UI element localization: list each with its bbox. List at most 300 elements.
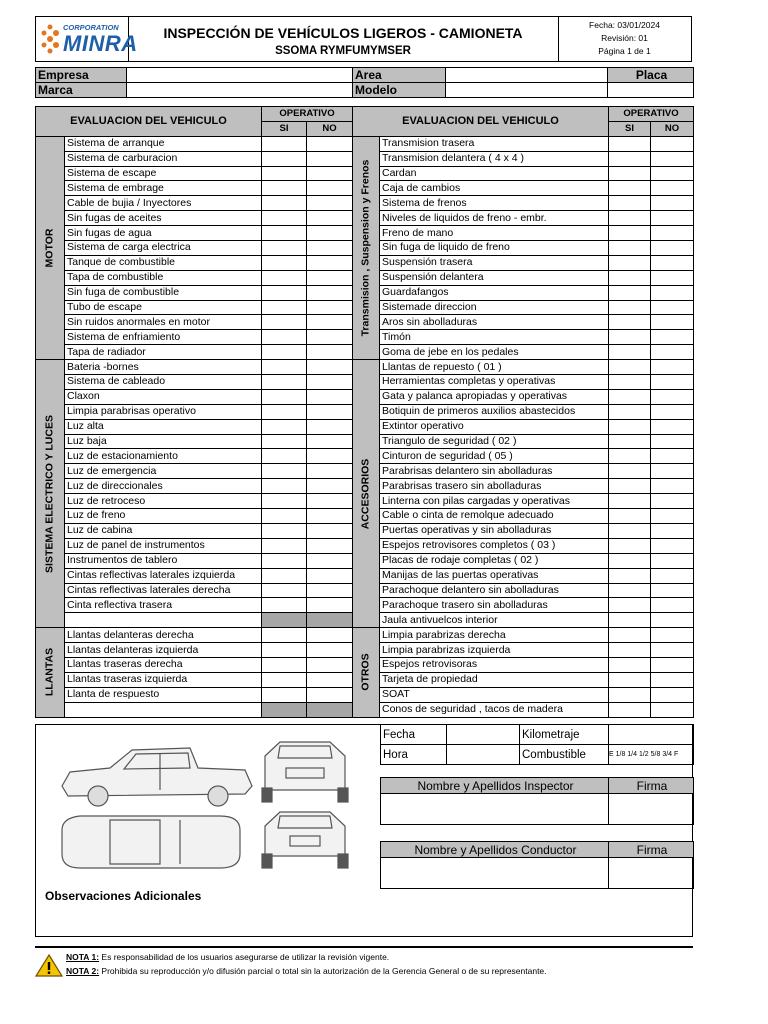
checkbox-no[interactable] — [651, 196, 694, 211]
checklist-row — [36, 553, 353, 568]
checklist-row — [353, 151, 694, 166]
checkbox-si[interactable] — [609, 553, 651, 568]
field-empresa[interactable] — [127, 68, 353, 83]
checkbox-si[interactable] — [609, 241, 651, 256]
checkbox-si[interactable] — [609, 196, 651, 211]
right-operativo-header: OPERATIVO — [609, 107, 694, 122]
field-firma-conductor[interactable] — [609, 858, 694, 889]
checkbox-si[interactable] — [609, 479, 651, 494]
item-label: Transmision trasera — [380, 136, 609, 151]
filler-si — [262, 702, 307, 717]
date-fuel-table — [380, 724, 694, 765]
item-label: Llantas traseras izquierda — [65, 672, 262, 687]
item-label: Cintas reflectivas laterales izquierda — [65, 568, 262, 583]
nota-1-text: Es responsabilidad de los usuarios asegurarse de utilizar la revisión vigente. — [99, 952, 390, 962]
checkbox-no[interactable] — [307, 211, 353, 226]
item-label: Sistema de cableado — [65, 375, 262, 390]
item-label: Tapa de radiador — [65, 345, 262, 360]
checkbox-no[interactable] — [651, 136, 694, 151]
checklist-row — [353, 404, 694, 419]
checkbox-si[interactable] — [609, 657, 651, 672]
checkbox-no[interactable] — [651, 449, 694, 464]
item-label: Suspensión trasera — [380, 255, 609, 270]
checklist-row — [36, 598, 353, 613]
checkbox-si[interactable] — [262, 211, 307, 226]
checkbox-si[interactable] — [262, 687, 307, 702]
item-label: Herramientas completas y operativas — [380, 375, 609, 390]
checkbox-no[interactable] — [307, 643, 353, 658]
checkbox-no[interactable] — [651, 494, 694, 509]
checkbox-si[interactable] — [609, 226, 651, 241]
item-label: Puertas operativas y sin abolladuras — [380, 523, 609, 538]
checkbox-si[interactable] — [609, 538, 651, 553]
checkbox-si[interactable] — [262, 241, 307, 256]
item-label: Linterna con pilas cargadas y operativas — [380, 494, 609, 509]
item-label: Cinta reflectiva trasera — [65, 598, 262, 613]
checkbox-si[interactable] — [609, 643, 651, 658]
checklist-row — [36, 419, 353, 434]
item-label: Claxon — [65, 389, 262, 404]
checklist-row — [353, 345, 694, 360]
checkbox-si[interactable] — [262, 568, 307, 583]
checklist-row — [36, 136, 353, 151]
checkbox-no[interactable] — [651, 568, 694, 583]
checkbox-si[interactable] — [262, 360, 307, 375]
checkbox-no[interactable] — [651, 479, 694, 494]
checklist-row — [353, 136, 694, 151]
checkbox-si[interactable] — [262, 375, 307, 390]
checklist-row — [353, 315, 694, 330]
checkbox-no[interactable] — [651, 211, 694, 226]
label-fecha: Fecha — [381, 725, 447, 745]
left-section-0 — [36, 136, 65, 359]
checkbox-no[interactable] — [651, 672, 694, 687]
checkbox-si[interactable] — [609, 687, 651, 702]
item-label: Limpia parabrizas derecha — [380, 628, 609, 643]
checklist-row — [353, 241, 694, 256]
field-kilometraje[interactable] — [609, 725, 694, 745]
checkbox-si[interactable] — [262, 330, 307, 345]
checklist-row — [36, 345, 353, 360]
checkbox-no[interactable] — [307, 628, 353, 643]
checkbox-no[interactable] — [307, 375, 353, 390]
checkbox-no[interactable] — [651, 330, 694, 345]
checkbox-si[interactable] — [609, 404, 651, 419]
field-fecha[interactable] — [447, 725, 520, 745]
checkbox-no[interactable] — [651, 255, 694, 270]
item-label: Aros sin abolladuras — [380, 315, 609, 330]
document-header — [35, 16, 692, 62]
label-marca: Marca — [36, 83, 127, 98]
section-title: Transmision , Suspension y Frenos — [359, 159, 372, 337]
filler-cell — [65, 613, 262, 628]
checkbox-si[interactable] — [262, 598, 307, 613]
checklist-row — [36, 538, 353, 553]
checkbox-no[interactable] — [651, 523, 694, 538]
checkbox-si[interactable] — [609, 285, 651, 300]
checklist-row — [353, 226, 694, 241]
checklist-row — [36, 300, 353, 315]
checkbox-si[interactable] — [262, 285, 307, 300]
checklist-row — [36, 687, 353, 702]
checkbox-no[interactable] — [651, 509, 694, 524]
checkbox-si[interactable] — [262, 255, 307, 270]
item-label: Conos de seguridad , tacos de madera — [380, 702, 609, 717]
checkbox-no[interactable] — [307, 672, 353, 687]
section-title: SISTEMA ELECTRICO Y LUCES — [43, 414, 56, 573]
checkbox-no[interactable] — [651, 181, 694, 196]
checkbox-si[interactable] — [609, 509, 651, 524]
checkbox-si[interactable] — [609, 270, 651, 285]
checkbox-si[interactable] — [262, 404, 307, 419]
checklist-row — [36, 226, 353, 241]
checklist-row — [36, 494, 353, 509]
meta-fecha: Fecha: 03/01/2024 — [589, 20, 660, 30]
checklist-row — [353, 643, 694, 658]
checklist-row — [353, 479, 694, 494]
checkbox-no[interactable] — [651, 285, 694, 300]
field-area[interactable] — [446, 68, 608, 83]
vehicle-diagram-icon — [40, 728, 370, 878]
checkbox-no[interactable] — [651, 389, 694, 404]
checkbox-no[interactable] — [307, 538, 353, 553]
item-label: Gata y palanca apropiadas y operativas — [380, 389, 609, 404]
checkbox-no[interactable] — [307, 300, 353, 315]
item-label: Espejos retrovisores completos ( 03 ) — [380, 538, 609, 553]
checkbox-si[interactable] — [262, 151, 307, 166]
checkbox-no[interactable] — [651, 657, 694, 672]
checkbox-no[interactable] — [651, 166, 694, 181]
checklist-row — [353, 538, 694, 553]
checkbox-no[interactable] — [651, 583, 694, 598]
checkbox-no[interactable] — [307, 583, 353, 598]
checkbox-si[interactable] — [609, 315, 651, 330]
checklist-row — [36, 285, 353, 300]
checkbox-si[interactable] — [609, 345, 651, 360]
checkbox-no[interactable] — [651, 375, 694, 390]
checklist-row — [353, 523, 694, 538]
fuel-scale[interactable]: E 1/8 1/4 1/2 5/8 3/4 F — [609, 745, 694, 765]
checklist-row — [353, 672, 694, 687]
item-label: Placas de rodaje completas ( 02 ) — [380, 553, 609, 568]
right-checklist-table — [352, 106, 694, 718]
item-label: Llantas delanteras derecha — [65, 628, 262, 643]
label-hora: Hora — [381, 745, 447, 765]
checkbox-si[interactable] — [609, 434, 651, 449]
checkbox-no[interactable] — [651, 404, 694, 419]
label-firma-conductor: Firma — [609, 842, 694, 858]
field-placa[interactable] — [608, 83, 694, 98]
checkbox-si[interactable] — [262, 300, 307, 315]
item-label: Guardafangos — [380, 285, 609, 300]
checkbox-no[interactable] — [651, 434, 694, 449]
field-conductor[interactable] — [381, 858, 609, 889]
checklist-row — [353, 419, 694, 434]
item-label: Botiquin de primeros auxilios abastecidos — [380, 404, 609, 419]
checklist-row — [36, 523, 353, 538]
label-kilometraje: Kilometraje — [520, 725, 609, 745]
item-label: Luz baja — [65, 434, 262, 449]
checklist-row — [36, 434, 353, 449]
field-inspector[interactable] — [381, 794, 609, 825]
checkbox-si[interactable] — [262, 181, 307, 196]
checkbox-si[interactable] — [609, 523, 651, 538]
checkbox-si[interactable] — [262, 583, 307, 598]
checkbox-si[interactable] — [262, 672, 307, 687]
item-label: Luz de cabina — [65, 523, 262, 538]
checkbox-no[interactable] — [651, 241, 694, 256]
label-modelo: Modelo — [353, 83, 446, 98]
checkbox-no[interactable] — [307, 449, 353, 464]
checkbox-si[interactable] — [262, 196, 307, 211]
field-modelo[interactable] — [446, 83, 608, 98]
filler-row — [36, 613, 353, 628]
checklist-row — [353, 330, 694, 345]
checkbox-no[interactable] — [651, 553, 694, 568]
checkbox-no[interactable] — [307, 241, 353, 256]
item-label: Sin ruidos anormales en motor — [65, 315, 262, 330]
checkbox-si[interactable] — [262, 389, 307, 404]
checkbox-no[interactable] — [307, 270, 353, 285]
checkbox-no[interactable] — [307, 255, 353, 270]
item-label: Luz de freno — [65, 509, 262, 524]
checkbox-no[interactable] — [651, 702, 694, 717]
checklist-row — [36, 509, 353, 524]
checklist-row — [353, 598, 694, 613]
nota-1 — [66, 952, 389, 962]
checkbox-si[interactable] — [262, 643, 307, 658]
label-placa: Placa — [608, 68, 694, 83]
left-checklist-table — [35, 106, 353, 718]
checkbox-si[interactable] — [262, 479, 307, 494]
left-section-1 — [36, 360, 65, 628]
item-label: Sin fugas de aceites — [65, 211, 262, 226]
right-section-1 — [353, 360, 380, 628]
checkbox-si[interactable] — [262, 270, 307, 285]
checkbox-no[interactable] — [651, 270, 694, 285]
checkbox-no[interactable] — [307, 330, 353, 345]
checkbox-si[interactable] — [609, 449, 651, 464]
item-label: Niveles de liquidos de freno - embr. — [380, 211, 609, 226]
checkbox-no[interactable] — [307, 285, 353, 300]
checkbox-si[interactable] — [609, 211, 651, 226]
checkbox-no[interactable] — [307, 657, 353, 672]
item-label: Manijas de las puertas operativas — [380, 568, 609, 583]
checkbox-si[interactable] — [609, 360, 651, 375]
checklist-row — [36, 464, 353, 479]
checkbox-si[interactable] — [262, 166, 307, 181]
checkbox-no[interactable] — [651, 345, 694, 360]
checkbox-si[interactable] — [609, 255, 651, 270]
item-label: Sistema de enfriamiento — [65, 330, 262, 345]
checklist-row — [353, 687, 694, 702]
item-label: Freno de mano — [380, 226, 609, 241]
item-label: Transmision delantera ( 4 x 4 ) — [380, 151, 609, 166]
checkbox-no[interactable] — [651, 360, 694, 375]
checklist-row — [36, 375, 353, 390]
checklist-row — [353, 434, 694, 449]
filler-si — [262, 613, 307, 628]
item-label: Tapa de combustible — [65, 270, 262, 285]
checkbox-no[interactable] — [651, 643, 694, 658]
checkbox-no[interactable] — [651, 315, 694, 330]
checkbox-no[interactable] — [307, 494, 353, 509]
checkbox-no[interactable] — [307, 181, 353, 196]
checkbox-si[interactable] — [609, 151, 651, 166]
checkbox-si[interactable] — [609, 628, 651, 643]
checkbox-si[interactable] — [262, 449, 307, 464]
checklist-row — [353, 196, 694, 211]
checkbox-si[interactable] — [262, 494, 307, 509]
right-si-header: SI — [609, 121, 651, 136]
checkbox-no[interactable] — [307, 434, 353, 449]
checkbox-si[interactable] — [609, 702, 651, 717]
item-label: Timón — [380, 330, 609, 345]
checkbox-no[interactable] — [307, 315, 353, 330]
checkbox-si[interactable] — [609, 583, 651, 598]
checkbox-no[interactable] — [307, 151, 353, 166]
left-operativo-header: OPERATIVO — [262, 107, 353, 122]
checklist-row — [353, 494, 694, 509]
left-section-2 — [36, 628, 65, 717]
field-marca[interactable] — [127, 83, 353, 98]
checkbox-si[interactable] — [262, 226, 307, 241]
checkbox-no[interactable] — [307, 553, 353, 568]
item-label: Cinturon de seguridad ( 05 ) — [380, 449, 609, 464]
header-title-block — [128, 17, 559, 61]
checklist-row — [353, 628, 694, 643]
checkbox-no[interactable] — [651, 419, 694, 434]
checklist-row — [353, 255, 694, 270]
checkbox-si[interactable] — [262, 553, 307, 568]
checkbox-si[interactable] — [609, 419, 651, 434]
meta-pagina: Página 1 de 1 — [598, 46, 651, 56]
checkbox-no[interactable] — [307, 196, 353, 211]
checkbox-si[interactable] — [262, 345, 307, 360]
checklist-row — [353, 449, 694, 464]
right-no-header: NO — [651, 121, 694, 136]
checkbox-si[interactable] — [609, 300, 651, 315]
item-label: Luz de retroceso — [65, 494, 262, 509]
checkbox-no[interactable] — [307, 166, 353, 181]
checkbox-si[interactable] — [262, 538, 307, 553]
checklist-row — [353, 166, 694, 181]
vehicle-info-table — [35, 67, 694, 98]
checkbox-si[interactable] — [262, 628, 307, 643]
checkbox-no[interactable] — [307, 136, 353, 151]
item-label: Limpia parabrisas operativo — [65, 404, 262, 419]
document-meta — [558, 19, 691, 58]
checklist-row — [36, 181, 353, 196]
checkbox-no[interactable] — [307, 389, 353, 404]
checkbox-no[interactable] — [651, 151, 694, 166]
checkbox-si[interactable] — [262, 509, 307, 524]
item-label: Espejos retrovisoras — [380, 657, 609, 672]
notes-divider — [35, 946, 693, 948]
checkbox-si[interactable] — [609, 494, 651, 509]
checkbox-no[interactable] — [307, 464, 353, 479]
item-label: Luz de panel de instrumentos — [65, 538, 262, 553]
observaciones-field[interactable] — [36, 905, 692, 935]
item-label: Luz de emergencia — [65, 464, 262, 479]
section-title: MOTOR — [43, 228, 56, 268]
checklist-row — [36, 196, 353, 211]
checkbox-no[interactable] — [651, 226, 694, 241]
filler-no — [307, 702, 353, 717]
inspector-table — [380, 777, 694, 825]
warning-icon — [35, 953, 63, 978]
checkbox-si[interactable] — [262, 657, 307, 672]
checkbox-no[interactable] — [651, 628, 694, 643]
checkbox-no[interactable] — [651, 300, 694, 315]
checklist-row — [36, 672, 353, 687]
checkbox-si[interactable] — [262, 315, 307, 330]
checkbox-no[interactable] — [651, 464, 694, 479]
checkbox-si[interactable] — [609, 166, 651, 181]
checkbox-no[interactable] — [651, 598, 694, 613]
checkbox-si[interactable] — [609, 181, 651, 196]
left-no-header: NO — [307, 121, 353, 136]
checkbox-si[interactable] — [262, 434, 307, 449]
item-label: Llantas de repuesto ( 01 ) — [380, 360, 609, 375]
field-firma-inspector[interactable] — [609, 794, 694, 825]
checkbox-si[interactable] — [609, 464, 651, 479]
checkbox-si[interactable] — [609, 330, 651, 345]
checklist-row — [353, 553, 694, 568]
checkbox-no[interactable] — [307, 523, 353, 538]
checklist-row — [353, 270, 694, 285]
checkbox-no[interactable] — [307, 226, 353, 241]
checkbox-no[interactable] — [307, 404, 353, 419]
checkbox-si[interactable] — [609, 613, 651, 628]
section-title: OTROS — [359, 653, 372, 692]
checkbox-si[interactable] — [609, 672, 651, 687]
field-hora[interactable] — [447, 745, 520, 765]
checkbox-si[interactable] — [609, 598, 651, 613]
item-label: Instrumentos de tablero — [65, 553, 262, 568]
checkbox-no[interactable] — [651, 687, 694, 702]
checkbox-no[interactable] — [307, 419, 353, 434]
checkbox-no[interactable] — [307, 568, 353, 583]
checkbox-no[interactable] — [307, 687, 353, 702]
checkbox-no[interactable] — [651, 538, 694, 553]
item-label: Llanta de respuesto — [65, 687, 262, 702]
checklist-row — [36, 241, 353, 256]
checkbox-si[interactable] — [609, 389, 651, 404]
label-area: Area — [353, 68, 446, 83]
label-empresa: Empresa — [36, 68, 127, 83]
checkbox-no[interactable] — [307, 360, 353, 375]
checkbox-si[interactable] — [262, 136, 307, 151]
checkbox-si[interactable] — [262, 523, 307, 538]
checkbox-si[interactable] — [609, 136, 651, 151]
nota-2 — [66, 966, 547, 976]
checkbox-si[interactable] — [609, 568, 651, 583]
item-label: Sistemade direccion — [380, 300, 609, 315]
checkbox-no[interactable] — [307, 509, 353, 524]
checkbox-no[interactable] — [307, 479, 353, 494]
checklist-row — [353, 583, 694, 598]
nota-2-label: NOTA 2: — [66, 966, 100, 976]
checkbox-no[interactable] — [307, 598, 353, 613]
item-label: Tanque de combustible — [65, 255, 262, 270]
checkbox-no[interactable] — [307, 345, 353, 360]
checkbox-si[interactable] — [262, 464, 307, 479]
checklist-row — [36, 583, 353, 598]
checkbox-si[interactable] — [609, 375, 651, 390]
checkbox-no[interactable] — [651, 613, 694, 628]
checkbox-si[interactable] — [262, 419, 307, 434]
